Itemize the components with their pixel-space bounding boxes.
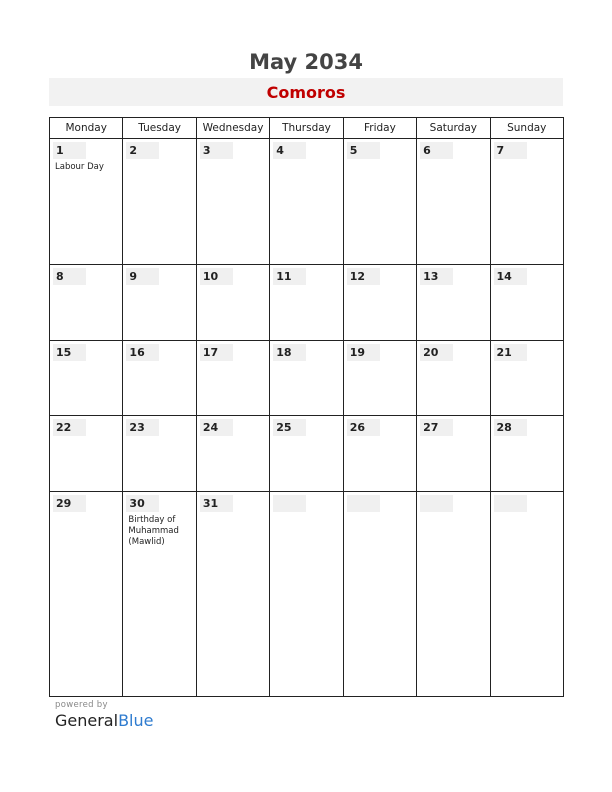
day-cell	[196, 265, 269, 341]
day-cell	[123, 340, 196, 416]
day-cell	[270, 139, 343, 265]
day-number: 11	[273, 268, 306, 285]
day-cell	[50, 491, 123, 696]
day-cell	[196, 340, 269, 416]
day-number: 26	[347, 419, 380, 436]
day-cell	[343, 340, 416, 416]
day-cell	[343, 139, 416, 265]
day-cell	[490, 265, 563, 341]
day-number	[420, 495, 453, 512]
day-cell	[417, 491, 490, 696]
day-number: 8	[53, 268, 86, 285]
day-number: 28	[494, 419, 527, 436]
day-cell	[490, 139, 563, 265]
day-number: 17	[200, 344, 233, 361]
day-number: 16	[126, 344, 159, 361]
day-number: 14	[494, 268, 527, 285]
day-cell	[270, 340, 343, 416]
day-number: 1	[53, 142, 86, 159]
day-cell	[123, 139, 196, 265]
powered-by-text: powered by	[55, 700, 108, 710]
day-number: 15	[53, 344, 86, 361]
day-cell	[123, 416, 196, 492]
day-number	[347, 495, 380, 512]
day-number: 24	[200, 419, 233, 436]
day-cell	[50, 265, 123, 341]
day-cell	[417, 265, 490, 341]
weekday-monday: Monday	[50, 118, 123, 139]
day-number: 10	[200, 268, 233, 285]
day-cell	[343, 265, 416, 341]
weekday-wednesday: Wednesday	[196, 118, 269, 139]
weekday-header-row	[50, 118, 564, 139]
day-number: 27	[420, 419, 453, 436]
day-number: 21	[494, 344, 527, 361]
generalblue-logo[interactable]	[55, 711, 153, 730]
brand-general: General	[55, 711, 119, 730]
weekday-sunday: Sunday	[490, 118, 563, 139]
day-number: 23	[126, 419, 159, 436]
day-number: 12	[347, 268, 380, 285]
day-cell	[123, 491, 196, 696]
day-number: 9	[126, 268, 159, 285]
day-cell	[196, 491, 269, 696]
day-number: 25	[273, 419, 306, 436]
day-cell	[417, 340, 490, 416]
footer	[55, 700, 153, 730]
day-cell	[196, 139, 269, 265]
day-number	[273, 495, 306, 512]
day-cell	[270, 416, 343, 492]
country-banner	[49, 78, 563, 106]
day-number: 7	[494, 142, 527, 159]
holiday-label: Labour Day	[55, 162, 104, 172]
day-cell	[417, 416, 490, 492]
day-cell	[490, 491, 563, 696]
day-cell	[417, 139, 490, 265]
day-cell	[50, 416, 123, 492]
day-cell	[123, 265, 196, 341]
week-row	[50, 340, 564, 416]
day-number: 13	[420, 268, 453, 285]
day-cell	[196, 416, 269, 492]
day-number: 18	[273, 344, 306, 361]
day-number: 3	[200, 142, 233, 159]
day-number: 30	[126, 495, 159, 512]
weekday-thursday: Thursday	[270, 118, 343, 139]
brand-blue: Blue	[118, 711, 154, 730]
day-cell	[343, 491, 416, 696]
calendar-grid	[49, 117, 564, 697]
week-row	[50, 491, 564, 696]
day-number	[494, 495, 527, 512]
week-row	[50, 139, 564, 265]
day-number: 5	[347, 142, 380, 159]
day-cell	[490, 416, 563, 492]
holiday-label: Birthday of Muhammad (Mawlid)	[128, 514, 179, 547]
day-number: 31	[200, 495, 233, 512]
day-cell	[270, 491, 343, 696]
day-number: 4	[273, 142, 306, 159]
day-number: 2	[126, 142, 159, 159]
week-row	[50, 416, 564, 492]
day-number: 20	[420, 344, 453, 361]
day-number: 29	[53, 495, 86, 512]
country-name: Comoros	[266, 83, 346, 102]
day-cell	[50, 139, 123, 265]
day-number: 19	[347, 344, 380, 361]
weekday-friday: Friday	[343, 118, 416, 139]
weekday-saturday: Saturday	[417, 118, 490, 139]
day-cell	[50, 340, 123, 416]
day-number: 6	[420, 142, 453, 159]
day-cell	[490, 340, 563, 416]
page-title: May 2034	[249, 50, 363, 74]
day-cell	[343, 416, 416, 492]
week-row	[50, 265, 564, 341]
day-number: 22	[53, 419, 86, 436]
weekday-tuesday: Tuesday	[123, 118, 196, 139]
day-cell	[270, 265, 343, 341]
